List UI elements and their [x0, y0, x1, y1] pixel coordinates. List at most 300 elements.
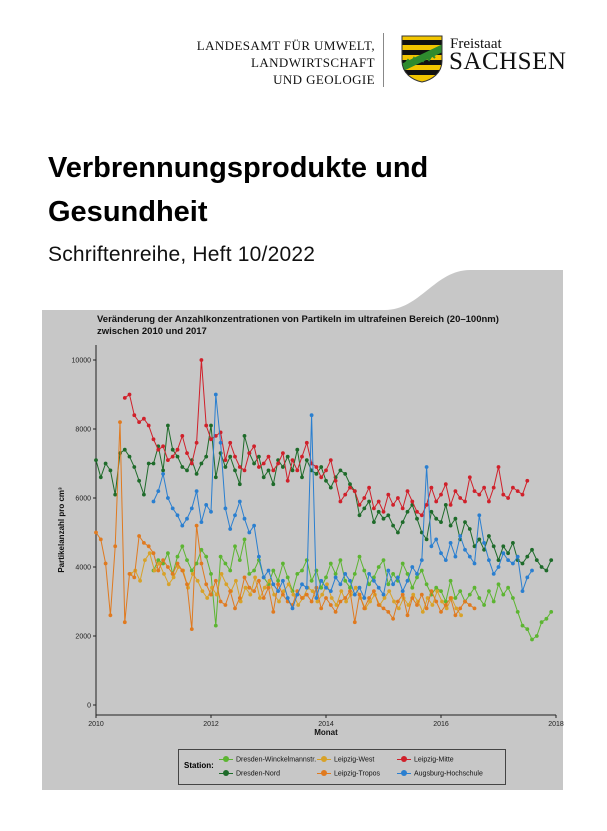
data-point — [358, 586, 362, 590]
data-point — [497, 558, 501, 562]
data-point — [411, 593, 415, 597]
data-point — [396, 576, 400, 580]
data-point — [292, 593, 296, 597]
data-point — [458, 496, 462, 500]
data-point — [276, 462, 280, 466]
data-point — [348, 482, 352, 486]
data-point — [329, 486, 333, 490]
data-point — [343, 472, 347, 476]
data-point — [147, 544, 151, 548]
data-point — [463, 500, 467, 504]
data-point — [234, 579, 238, 583]
data-point — [401, 593, 405, 597]
data-point — [195, 441, 199, 445]
legend-marker — [317, 756, 331, 763]
data-point — [252, 462, 256, 466]
title-line-1: Verbrennungsprodukte und — [48, 152, 429, 184]
data-point — [190, 507, 194, 511]
data-point — [258, 596, 262, 600]
data-point — [396, 496, 400, 500]
data-point — [353, 620, 357, 624]
data-point — [287, 582, 291, 586]
data-point — [492, 600, 496, 604]
data-point — [286, 576, 290, 580]
data-point — [521, 493, 525, 497]
data-point — [166, 424, 170, 428]
y-tick-label: 10000 — [71, 357, 91, 365]
data-point — [209, 593, 213, 597]
data-point — [244, 586, 248, 590]
data-point — [339, 500, 343, 504]
data-point — [348, 486, 352, 490]
data-point — [339, 469, 343, 473]
data-point — [123, 620, 127, 624]
data-point — [339, 589, 343, 593]
data-point — [454, 555, 458, 559]
data-point — [166, 551, 170, 555]
data-point — [382, 593, 386, 597]
data-point — [219, 555, 223, 559]
data-point — [367, 572, 371, 576]
data-point — [128, 393, 132, 397]
data-point — [180, 465, 184, 469]
data-point — [324, 479, 328, 483]
data-point — [220, 572, 224, 576]
series-line — [125, 360, 528, 515]
data-point — [386, 610, 390, 614]
data-point — [530, 548, 534, 552]
data-point — [257, 465, 261, 469]
data-point — [118, 420, 122, 424]
data-point — [430, 486, 434, 490]
data-point — [449, 503, 453, 507]
data-point — [152, 551, 156, 555]
data-point — [233, 544, 237, 548]
data-point — [343, 493, 347, 497]
data-point — [123, 448, 127, 452]
data-point — [153, 569, 157, 573]
data-point — [396, 600, 400, 604]
data-point — [248, 593, 252, 597]
data-point — [353, 489, 357, 493]
data-point — [358, 513, 362, 517]
data-point — [449, 524, 453, 528]
data-point — [224, 465, 228, 469]
data-point — [406, 613, 410, 617]
data-point — [415, 603, 419, 607]
data-point — [104, 462, 108, 466]
data-point — [180, 544, 184, 548]
data-point — [190, 462, 194, 466]
data-point — [382, 607, 386, 611]
data-point — [281, 579, 285, 583]
data-point — [362, 569, 366, 573]
data-point — [473, 607, 477, 611]
data-point — [148, 551, 152, 555]
data-point — [401, 589, 405, 593]
data-point — [377, 510, 381, 514]
data-point — [257, 555, 261, 559]
data-point — [468, 527, 472, 531]
data-point — [430, 589, 434, 593]
data-point — [276, 589, 280, 593]
data-point — [454, 517, 458, 521]
data-point — [233, 469, 237, 473]
data-point — [391, 524, 395, 528]
data-point — [401, 507, 405, 511]
data-point — [386, 569, 390, 573]
data-point — [324, 586, 328, 590]
data-point — [454, 613, 458, 617]
data-point — [535, 634, 539, 638]
data-point — [113, 493, 117, 497]
data-point — [156, 489, 160, 493]
data-point — [367, 486, 371, 490]
data-point — [477, 596, 481, 600]
data-point — [406, 489, 410, 493]
data-point — [109, 613, 113, 617]
data-point — [377, 565, 381, 569]
data-point — [238, 558, 242, 562]
data-point — [362, 507, 366, 511]
data-point — [425, 465, 429, 469]
data-point — [319, 475, 323, 479]
legend-item-leipzig-tropos — [317, 770, 380, 777]
data-point — [516, 555, 520, 559]
data-point — [257, 455, 261, 459]
data-point — [377, 500, 381, 504]
data-point — [468, 555, 472, 559]
data-point — [468, 593, 472, 597]
data-point — [281, 465, 285, 469]
legend-marker — [397, 770, 411, 777]
agency-line-1: LANDESAMT FÜR UMWELT, — [196, 38, 375, 53]
data-point — [367, 500, 371, 504]
data-point — [228, 441, 232, 445]
data-point — [444, 482, 448, 486]
data-point — [521, 589, 525, 593]
data-point — [540, 565, 544, 569]
data-point — [477, 538, 481, 542]
legend-item-augsburg-hochschule — [397, 770, 483, 777]
data-point — [406, 579, 410, 583]
data-point — [545, 617, 549, 621]
data-point — [383, 596, 387, 600]
y-tick-label: 0 — [87, 702, 91, 710]
data-point — [358, 593, 362, 597]
data-point — [305, 593, 309, 597]
data-point — [185, 558, 189, 562]
data-point — [501, 493, 505, 497]
data-point — [406, 572, 410, 576]
data-point — [339, 582, 343, 586]
data-point — [325, 582, 329, 586]
data-point — [138, 579, 142, 583]
data-point — [386, 493, 390, 497]
legend-marker — [317, 770, 331, 777]
data-point — [521, 562, 525, 566]
data-point — [252, 569, 256, 573]
data-point — [391, 503, 395, 507]
data-point — [271, 469, 275, 473]
data-point — [497, 565, 501, 569]
data-point — [319, 465, 323, 469]
data-point — [315, 596, 319, 600]
data-point — [425, 538, 429, 542]
data-point — [430, 510, 434, 514]
data-point — [431, 603, 435, 607]
data-point — [176, 448, 180, 452]
data-point — [219, 600, 223, 604]
data-point — [239, 600, 243, 604]
data-point — [449, 579, 453, 583]
x-tick-label: 2018 — [548, 721, 564, 728]
state-label-big: SACHSEN — [449, 48, 567, 75]
data-point — [525, 576, 529, 580]
data-point — [286, 455, 290, 459]
data-point — [310, 600, 314, 604]
data-point — [185, 517, 189, 521]
data-point — [113, 544, 117, 548]
data-point — [268, 579, 272, 583]
legend-label: Leipzig-West — [334, 756, 375, 764]
data-point — [454, 607, 458, 611]
legend-item-leipzig-mitte — [397, 756, 454, 763]
data-point — [267, 569, 271, 573]
series-line — [96, 422, 475, 629]
data-point — [132, 465, 136, 469]
data-point — [167, 582, 171, 586]
data-point — [214, 475, 218, 479]
legend-item-dresden-nord — [219, 770, 280, 777]
data-point — [473, 489, 477, 493]
data-point — [281, 451, 285, 455]
data-point — [434, 586, 438, 590]
data-point — [367, 596, 371, 600]
data-point — [377, 586, 381, 590]
data-point — [497, 465, 501, 469]
data-point — [196, 579, 200, 583]
data-point — [535, 558, 539, 562]
data-point — [458, 589, 462, 593]
data-point — [166, 458, 170, 462]
data-point — [176, 562, 180, 566]
data-point — [368, 600, 372, 604]
x-axis-label: Monat — [314, 728, 338, 737]
data-point — [243, 469, 247, 473]
x-tick-label: 2014 — [318, 721, 334, 728]
data-point — [420, 593, 424, 597]
data-point — [180, 524, 184, 528]
data-point — [319, 607, 323, 611]
data-point — [247, 586, 251, 590]
data-point — [440, 600, 444, 604]
data-point — [315, 465, 319, 469]
data-point — [415, 517, 419, 521]
data-point — [247, 572, 251, 576]
data-point — [353, 572, 357, 576]
data-point — [281, 562, 285, 566]
y-tick-label: 2000 — [75, 633, 91, 641]
data-point — [310, 413, 314, 417]
data-point — [200, 562, 204, 566]
data-point — [348, 586, 352, 590]
data-point — [300, 475, 304, 479]
data-point — [477, 493, 481, 497]
data-point — [99, 475, 103, 479]
data-point — [506, 586, 510, 590]
data-point — [415, 510, 419, 514]
state-label-small: Freistaat — [450, 36, 502, 52]
data-point — [262, 596, 266, 600]
data-point — [238, 500, 242, 504]
data-point — [311, 589, 315, 593]
data-point — [205, 596, 209, 600]
data-point — [329, 458, 333, 462]
data-point — [252, 589, 256, 593]
data-point — [477, 513, 481, 517]
data-point — [315, 569, 319, 573]
data-point — [497, 582, 501, 586]
data-point — [549, 610, 553, 614]
data-point — [391, 617, 395, 621]
data-point — [200, 358, 204, 362]
data-point — [300, 455, 304, 459]
data-point — [171, 507, 175, 511]
data-point — [343, 572, 347, 576]
data-point — [224, 562, 228, 566]
data-point — [382, 510, 386, 514]
data-point — [190, 569, 194, 573]
data-point — [439, 520, 443, 524]
y-tick-label: 4000 — [75, 564, 91, 572]
data-point — [224, 582, 228, 586]
data-point — [439, 610, 443, 614]
data-point — [305, 586, 309, 590]
data-point — [267, 455, 271, 459]
data-point — [397, 607, 401, 611]
data-point — [434, 538, 438, 542]
data-point — [286, 596, 290, 600]
data-point — [204, 503, 208, 507]
data-point — [228, 527, 232, 531]
data-point — [343, 579, 347, 583]
data-point — [228, 569, 232, 573]
data-point — [463, 520, 467, 524]
data-point — [204, 582, 208, 586]
data-point — [162, 572, 166, 576]
data-point — [492, 572, 496, 576]
data-point — [190, 627, 194, 631]
data-point — [200, 462, 204, 466]
data-point — [463, 600, 467, 604]
data-point — [161, 558, 165, 562]
data-point — [434, 500, 438, 504]
data-point — [204, 555, 208, 559]
data-point — [439, 493, 443, 497]
data-point — [334, 576, 338, 580]
data-point — [358, 555, 362, 559]
data-point — [320, 593, 324, 597]
data-point — [445, 607, 449, 611]
data-point — [463, 548, 467, 552]
data-point — [152, 500, 156, 504]
data-point — [516, 610, 520, 614]
data-point — [291, 469, 295, 473]
data-point — [506, 551, 510, 555]
data-point — [200, 520, 204, 524]
x-tick-label: 2010 — [88, 721, 104, 728]
data-point — [420, 569, 424, 573]
data-point — [305, 458, 309, 462]
x-tick-label: 2012 — [203, 721, 219, 728]
data-point — [425, 607, 429, 611]
data-point — [430, 544, 434, 548]
data-point — [137, 420, 141, 424]
title-line-2: Gesundheit — [48, 196, 208, 228]
data-point — [185, 469, 189, 473]
data-point — [238, 465, 242, 469]
data-point — [487, 534, 491, 538]
agency-line-3: UND GEOLOGIE — [273, 72, 375, 87]
data-point — [295, 469, 299, 473]
data-point — [444, 603, 448, 607]
data-point — [243, 434, 247, 438]
data-point — [243, 538, 247, 542]
data-point — [215, 593, 219, 597]
data-point — [454, 596, 458, 600]
data-point — [344, 600, 348, 604]
data-point — [142, 541, 146, 545]
data-point — [172, 576, 176, 580]
data-point — [209, 510, 213, 514]
data-point — [372, 589, 376, 593]
data-point — [305, 441, 309, 445]
data-point — [391, 572, 395, 576]
agency-line-2: LANDWIRTSCHAFT — [251, 55, 375, 70]
data-point — [137, 479, 141, 483]
data-point — [166, 496, 170, 500]
data-point — [392, 600, 396, 604]
data-point — [247, 531, 251, 535]
data-point — [161, 472, 165, 476]
data-point — [358, 503, 362, 507]
data-point — [324, 469, 328, 473]
data-point — [94, 458, 98, 462]
data-point — [128, 455, 132, 459]
data-point — [156, 569, 160, 573]
data-point — [410, 500, 414, 504]
data-point — [511, 486, 515, 490]
data-point — [425, 582, 429, 586]
data-point — [482, 486, 486, 490]
data-point — [511, 596, 515, 600]
data-point — [434, 517, 438, 521]
data-point — [185, 451, 189, 455]
data-point — [458, 534, 462, 538]
data-point — [334, 479, 338, 483]
data-point — [382, 558, 386, 562]
data-point — [401, 520, 405, 524]
data-point — [511, 562, 515, 566]
data-point — [257, 579, 261, 583]
data-point — [382, 517, 386, 521]
data-point — [147, 462, 151, 466]
data-point — [152, 462, 156, 466]
chart-title: Veränderung der Anzahlkonzentrationen von Partikeln im ultrafeinen Bereich (20–100nm) zwischen 2010 und 2017 — [97, 314, 499, 337]
data-point — [324, 596, 328, 600]
data-point — [233, 513, 237, 517]
